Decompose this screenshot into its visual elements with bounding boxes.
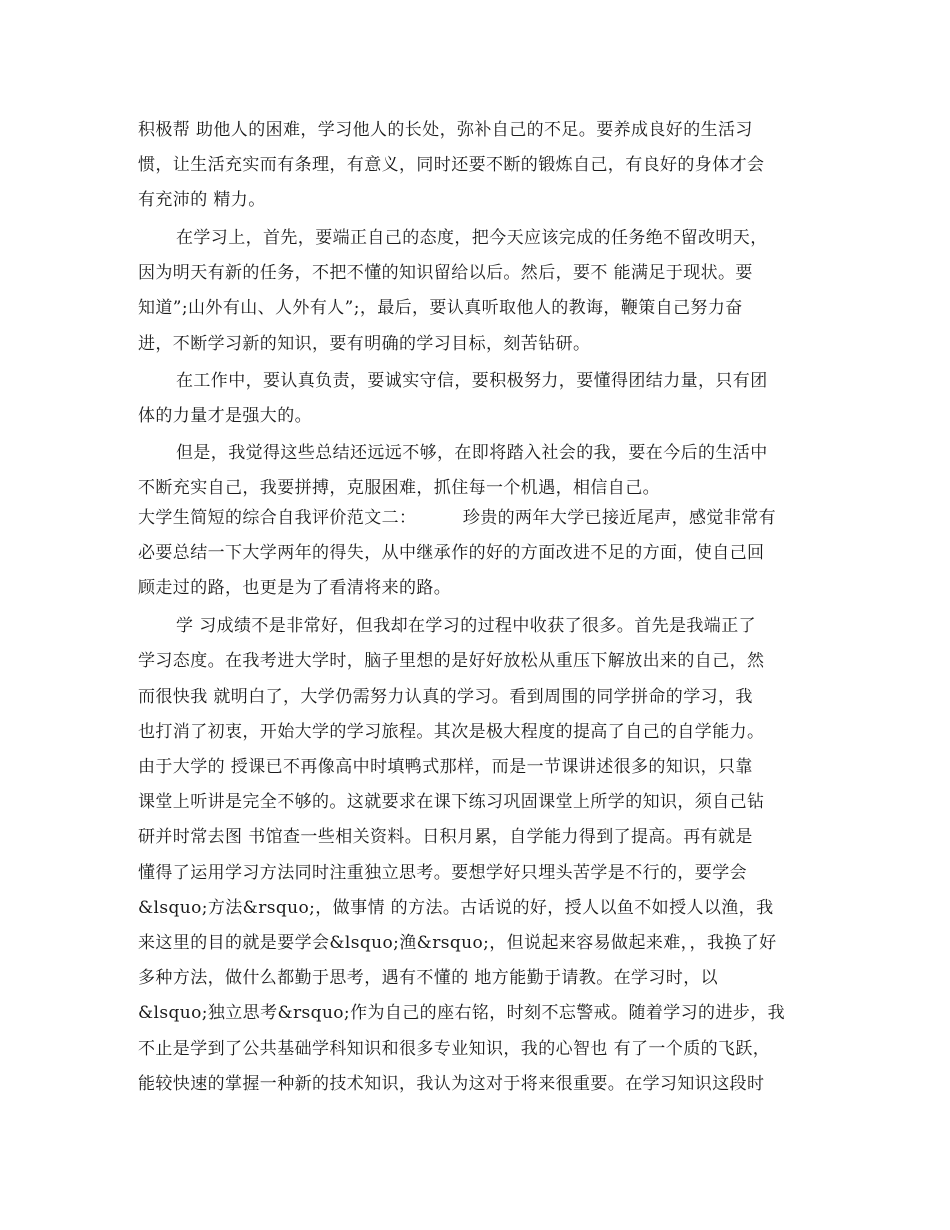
text-line: 课堂上听讲是完全不够的。这就要求在课下练习巩固课堂上所学的知识，须自己钻 bbox=[138, 792, 765, 812]
text-line: 由于大学的 授课已不再像高中时填鸭式那样，而是一节课讲述很多的知识，只靠 bbox=[138, 757, 753, 777]
section-heading-line: 大学生简短的综合自我评价范文二： 珍贵的两年大学已接近尾声，感觉非常有 bbox=[138, 508, 777, 528]
text-line: &lsquo;方法&rsquo;，做事情 的方法。古话说的好，授人以鱼不如授人以渔，我 bbox=[138, 898, 774, 918]
paragraph-start-line: 但是，我觉得这些总结还远远不够，在即将踏入社会的我，要在今后的生活中 bbox=[176, 443, 768, 463]
paragraph-start-line: 在学习上，首先，要端正自己的态度，把今天应该完成的任务绝不留改明天， bbox=[176, 228, 768, 248]
text-line: 多种方法，做什么都勤于思考，遇有不懂的 地方能勤于请教。在学习时，以 bbox=[138, 968, 719, 988]
text-line: 而很快我 就明白了，大学仍需努力认真的学习。看到周围的同学拼命的学习，我 bbox=[138, 687, 753, 707]
text-line: &lsquo;独立思考&rsquo;作为自己的座右铭，时刻不忘警戒。随着学习的进步，我 bbox=[138, 1003, 786, 1023]
text-line: 来这里的目的就是要学会&lsquo;渔&rsquo;，但说起来容易做起来难，，我换了好 bbox=[138, 933, 777, 953]
paragraph-start-line: 在工作中，要认真负责，要诚实守信，要积极努力，要懂得团结力量，只有团 bbox=[176, 371, 768, 391]
text-line: 懂得了运用学习方法同时注重独立思考。要想学好只埋头苦学是不行的，要学会 bbox=[138, 863, 747, 883]
text-line: 能较快速的掌握一种新的技术知识，我认为这对于将来很重要。在学习知识这段时 bbox=[138, 1074, 765, 1094]
text-line: 因为明天有新的任务，不把不懂的知识留给以后。然后，要不 能满足于现状。要 bbox=[138, 263, 753, 283]
text-line: 也打消了初衷，开始大学的学习旅程。其次是极大程度的提高了自己的自学能力。 bbox=[138, 722, 765, 742]
text-line: 积极帮 助他人的困难，学习他人的长处，弥补自己的不足。要养成良好的生活习 bbox=[138, 120, 753, 140]
text-line: 知道”;山外有山、人外有人”;，最后，要认真听取他人的教诲，鞭策自己努力奋 bbox=[138, 298, 743, 318]
text-line: 必要总结一下大学两年的得失，从中继承作的好的方面改进不足的方面，使自己回 bbox=[138, 543, 765, 563]
text-line: 有充沛的 精力。 bbox=[138, 190, 266, 210]
text-line: 学习态度。在我考进大学时，脑子里想的是好好放松从重压下解放出来的自己，然 bbox=[138, 651, 765, 671]
paragraph-start-line: 学 习成绩不是非常好，但我却在学习的过程中收获了很多。首先是我端正了 bbox=[176, 616, 757, 636]
text-line: 顾走过的路，也更是为了看清将来的路。 bbox=[138, 578, 452, 598]
text-line: 不止是学到了公共基础学科知识和很多专业知识，我的心智也 有了一个质的飞跃， bbox=[138, 1039, 771, 1059]
text-line: 研并时常去图 书馆查一些相关资料。日积月累，自学能力得到了提高。再有就是 bbox=[138, 827, 753, 847]
text-line: 不断充实自己，我要拼搏，克服困难，抓住每一个机遇，相信自己。 bbox=[138, 478, 660, 498]
text-line: 进，不断学习新的知识，要有明确的学习目标，刻苦钻研。 bbox=[138, 334, 591, 354]
text-line: 惯，让生活充实而有条理，有意义，同时还要不断的锻炼自己，有良好的身体才会 bbox=[138, 155, 765, 175]
text-line: 体的力量才是强大的。 bbox=[138, 406, 312, 426]
